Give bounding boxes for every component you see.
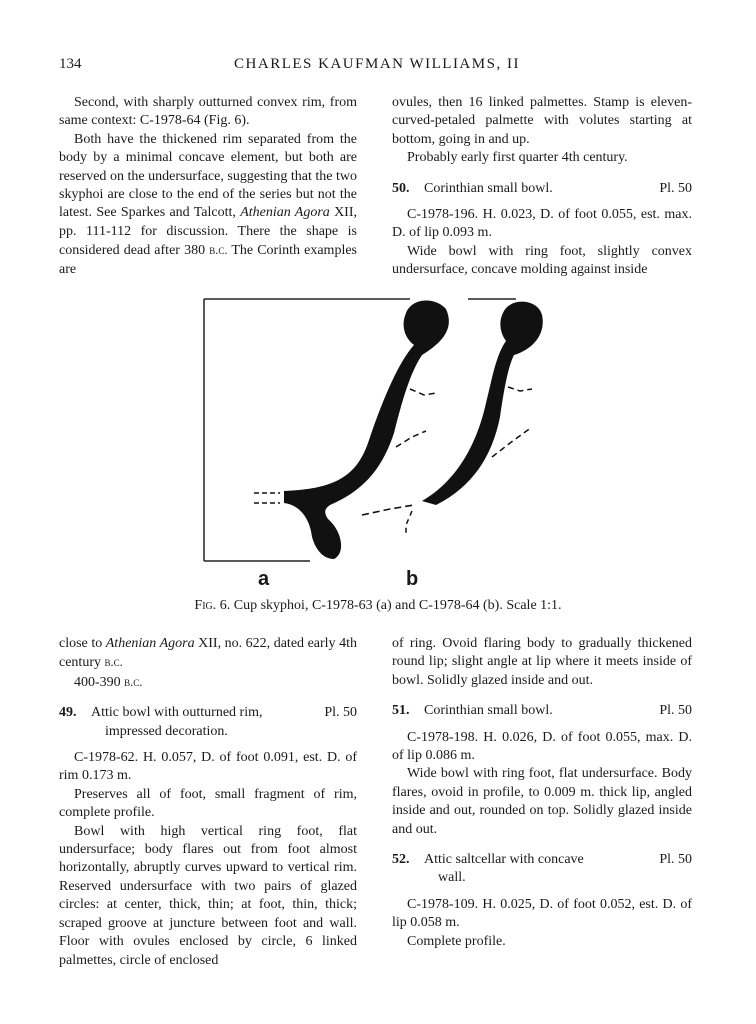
paragraph: close to Athenian Agora XII, no. 622, dated early 4th century b.c. xyxy=(59,636,357,671)
bottom-right-column xyxy=(392,635,692,951)
paragraph: Complete profile. xyxy=(407,933,506,949)
entry-title: Attic bowl with outturned rim, impressed decoration. xyxy=(91,705,263,739)
skyphos-profile-drawings xyxy=(200,293,560,593)
paragraph: Wide bowl with ring foot, flat undersurface. Body flares, ovoid in profile, to 0.009 m. thick lip, angled inside and out, rounded on top. Solidly glazed inside and out. xyxy=(392,766,692,837)
running-title: CHARLES KAUFMAN WILLIAMS, II xyxy=(234,56,520,72)
entry-number: 49. xyxy=(59,705,77,721)
page-header xyxy=(59,56,695,78)
entry-title: Corinthian small bowl. xyxy=(424,703,553,719)
plate-reference: Pl. 50 xyxy=(659,852,692,868)
paragraph: C-1978-109. H. 0.025, D. of foot 0.052, est. D. of lip 0.058 m. xyxy=(392,896,692,931)
paragraph: ovules, then 16 linked palmettes. Stamp is eleven-curved-petaled palmette with volutes starting at bottom, going in and up. xyxy=(392,95,692,147)
catalogue-entry-heading xyxy=(392,702,692,720)
profile-a xyxy=(254,300,449,559)
figure-caption xyxy=(0,598,756,614)
plate-reference: Pl. 50 xyxy=(659,703,692,719)
paragraph: Second, with sharply outturned convex rim, from same context: C-1978-64 (Fig. 6). xyxy=(59,95,357,129)
figure-label-b: b xyxy=(406,568,419,590)
top-right-column xyxy=(392,94,692,280)
paragraph: Probably early first quarter 4th century. xyxy=(407,150,628,166)
bottom-left-column xyxy=(59,635,357,970)
plate-reference: Pl. 50 xyxy=(659,180,692,196)
entry-number: 52. xyxy=(392,852,410,868)
paragraph: C-1978-196. H. 0.023, D. of foot 0.055, est. max. D. of lip 0.093 m. xyxy=(392,207,692,241)
catalogue-entry-heading xyxy=(392,851,692,888)
entry-number: 51. xyxy=(392,703,410,719)
entry-title: Corinthian small bowl. xyxy=(424,180,553,196)
figure-number: Fig. 6. xyxy=(194,598,231,613)
paragraph: C-1978-198. H. 0.026, D. of foot 0.055, max. D. of lip 0.086 m. xyxy=(392,729,692,764)
paragraph: C-1978-62. H. 0.057, D. of foot 0.091, est. D. of rim 0.173 m. xyxy=(59,750,357,784)
caption-text: Cup skyphoi, C-1978-63 (a) and C-1978-64 (b). Scale 1:1. xyxy=(233,598,562,613)
plate-reference: Pl. 50 xyxy=(324,705,357,721)
paragraph: Bowl with high vertical ring foot, flat undersurface; body flares out from foot almost horizontally, abruptly curves upward to vertical rim. Reserved undersurface with two pairs of glazed circles: at center, thick, thin; at foot, thin, thick; scraped groove at juncture between foot and wall. Floor with ovules enclosed by circle, 6 linked palmettes, circle of enclosed xyxy=(59,823,357,968)
catalogue-entry-heading xyxy=(392,180,692,198)
paragraph: Wide bowl with ring foot, slightly convex undersurface, concave molding against inside xyxy=(392,243,692,278)
paragraph: Preserves all of foot, small fragment of rim, complete profile. xyxy=(59,786,357,821)
entry-title: Attic saltcellar with concave wall. xyxy=(424,852,584,886)
figure-label-a: a xyxy=(258,568,270,590)
entry-number: 50. xyxy=(392,180,410,196)
top-left-column xyxy=(59,94,357,279)
profile-drawing-figure xyxy=(200,293,560,593)
catalogue-entry-heading xyxy=(59,704,357,741)
date-line: 400-390 b.c. xyxy=(74,674,143,690)
page-number: 134 xyxy=(59,56,82,72)
paragraph: of ring. Ovoid flaring body to gradually thickened round lip; slight angle at lip where it meets inside of bowl. Solidly glazed inside and out. xyxy=(392,636,692,688)
paragraph: Both have the thickened rim separated from the body by a minimal concave element, but both are reserved on the undersurface, suggesting that the two skyphoi are close to the end of the series but not the latest. See Sparkes and Talcott, Athenian Agora XII, pp. 111-112 for discussion. There the shape is considered dead after 380 b.c. The Corinth examples are xyxy=(59,131,358,277)
